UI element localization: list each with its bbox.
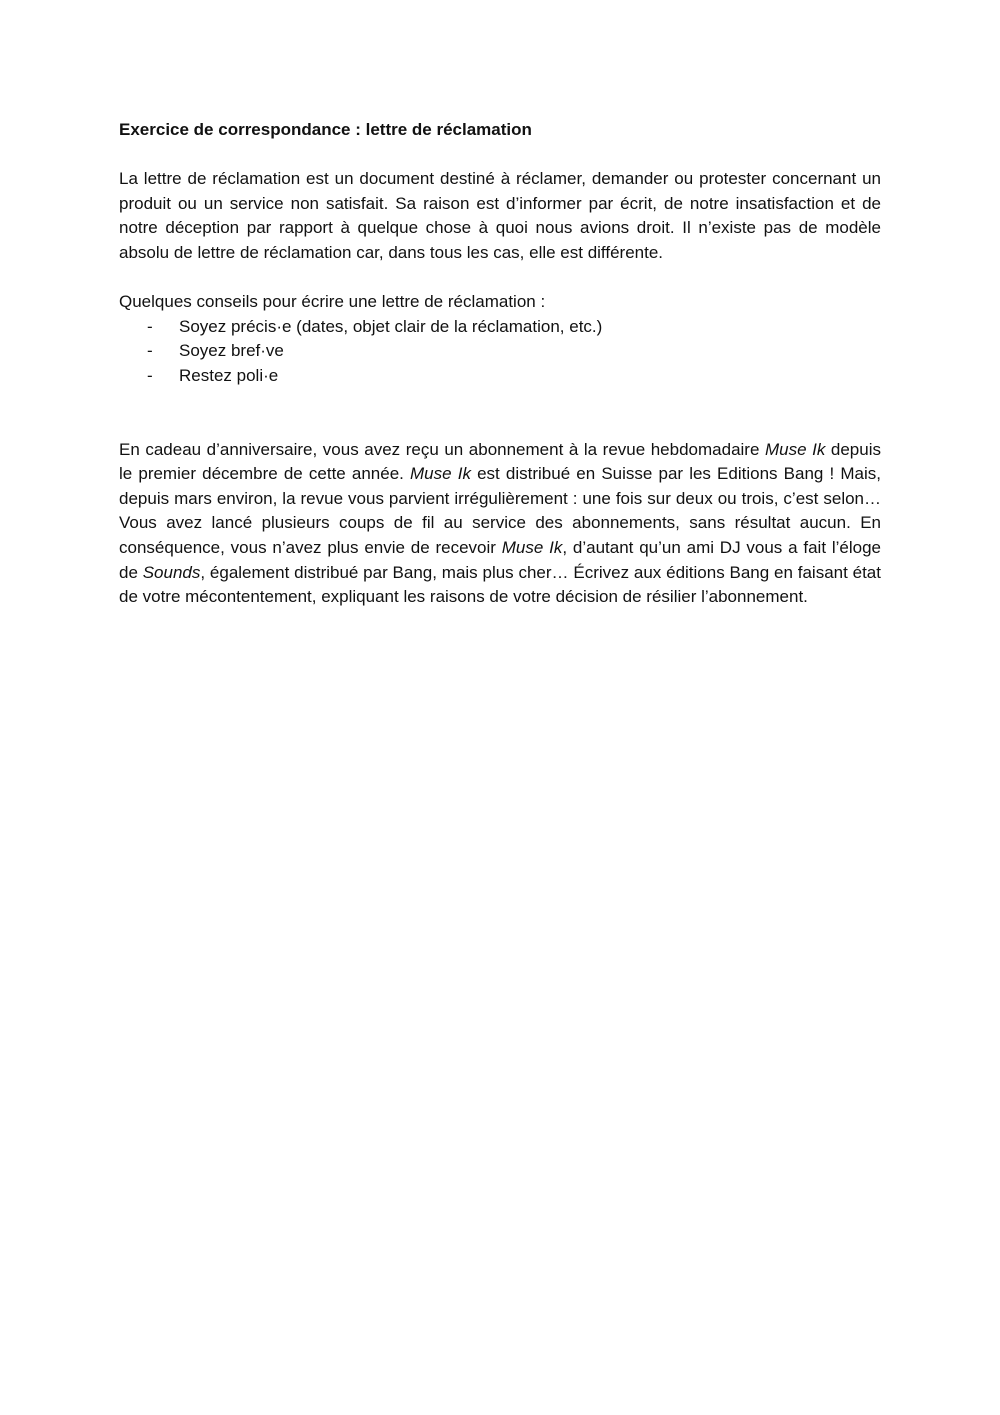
tips-heading: Quelques conseils pour écrire une lettre de réclamation : <box>119 292 546 312</box>
scenario-text: , également distribué par Bang, mais plus cher… Écrivez aux éditions Bang en faisant état de votre mécontentement, expliquant les raisons de votre décision de résilier l’abonnement. <box>119 562 881 607</box>
scenario-text: , d’autant qu’un ami DJ vous a fait l’éloge de <box>119 537 881 582</box>
magazine-title: Muse Ik <box>764 439 826 459</box>
document-page <box>119 118 881 610</box>
scenario-text: depuis le premier décembre de cette année. <box>119 439 881 484</box>
list-item-text: Soyez précis·e (dates, objet clair de la réclamation, etc.) <box>179 316 603 336</box>
list-item-text: Restez poli·e <box>179 365 279 385</box>
list-item <box>119 364 881 389</box>
scenario-text: En cadeau d’anniversaire, vous avez reçu un abonnement à la revue hebdomadaire <box>119 439 765 459</box>
scenario-paragraph <box>119 438 881 610</box>
list-item-text: Soyez bref·ve <box>179 341 284 361</box>
tips-list <box>119 315 881 389</box>
scenario-text: est distribué en Suisse par les Editions Bang ! Mais, depuis mars environ, la revue vous parvient irrégulièrement : une fois sur deux ou trois, c’est selon… Vous avez lancé plusieurs coups de fil au service des abonnements, sans résultat aucun. En conséquence, vous n’avez plus envie de recevoir <box>119 464 881 557</box>
magazine-title: Sounds <box>142 562 201 582</box>
magazine-title: Muse Ik <box>501 537 563 557</box>
intro-paragraph: La lettre de réclamation est un document destiné à réclamer, demander ou protester concernant un produit ou un service non satisfait. Sa raison est d’informer par écrit, de notre insatisfaction et de notre déception par rapport à quelque chose à quoi nous avions droit. Il n’existe pas de modèle absolu de lettre de réclamation car, dans tous les cas, elle est différente. <box>119 169 881 262</box>
list-item <box>119 315 881 340</box>
list-item <box>119 339 881 364</box>
dash-bullet-icon: - <box>147 316 153 336</box>
dash-bullet-icon: - <box>147 365 153 385</box>
document-title: Exercice de correspondance : lettre de réclamation <box>119 120 532 139</box>
magazine-title: Muse Ik <box>410 464 471 484</box>
dash-bullet-icon: - <box>147 341 153 361</box>
